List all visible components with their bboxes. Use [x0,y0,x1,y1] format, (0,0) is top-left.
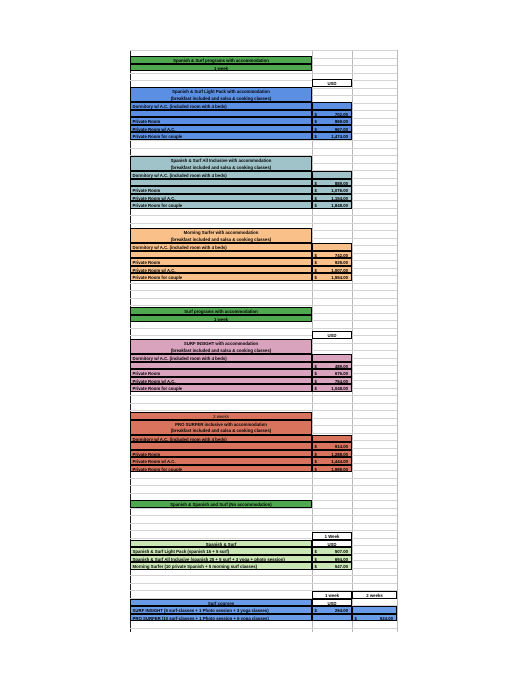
course-col1-header: 1 week [312,591,352,599]
grid-line [397,50,398,632]
light-pack-row-label [130,110,312,118]
surf-insight-row-label: Private Room [130,369,312,377]
morning-surfer-row-price [312,266,352,274]
morning-surfer-row-label: Private Room for couple [130,273,312,281]
surf-insight-row-price [312,362,352,370]
na-row-amount: 694.00 [334,556,348,562]
surf-insight-row-price [312,369,352,377]
na-row-price [312,547,352,555]
pro-surfer-row-label: Private Room w/ A.C. [130,457,312,465]
grid-line [130,223,397,224]
light-pack-row-amount: 869.00 [334,119,348,124]
pro-surfer-header [130,420,312,435]
grid-line [130,508,397,509]
all-inclusive-row-price [312,194,352,202]
all-inclusive-row-amount: 1,848.00 [331,203,348,208]
light-pack-row-price [312,117,352,125]
surf-insight-row-amount: 1,048.00 [331,386,348,391]
morning-surfer-row-label: Private Room [130,258,312,266]
light-pack-row-currency: $ [314,119,317,124]
all-inclusive-header-subtitle: (breakfast included and salsa & cooking classes) [170,164,272,170]
grid-line [130,628,397,629]
all-inclusive-row-label: Private Room [130,186,312,194]
all-inclusive-row-price [312,186,352,194]
grid-line [130,515,397,516]
pro-surfer-row-currency: $ [314,459,317,464]
subheader-spanish-surf: Spanish & Surf [130,540,312,548]
na-row-label: Morning Surfer (10 private Spanish + 5 morning surf classes) [130,562,312,570]
na-row-label: Spanish & Surf All Inclusive (spanish 25 + 5 surf + 3 yoga + photo session) [130,555,312,563]
pro-surfer-row-currency: $ [314,451,317,457]
grid-line [130,328,397,329]
all-inclusive-row-price [312,201,352,209]
morning-surfer-row-label [130,251,312,259]
spreadsheet [130,50,397,632]
na-row-currency: $ [314,549,317,554]
morning-surfer-row-amount: 1,554.00 [331,275,348,280]
surf-insight-row-price [312,354,352,362]
pro-surfer-row-label [130,442,312,450]
na-row-price [312,562,352,570]
grid-line [130,523,397,524]
section-title-spanish-surf: Spanish & Surf programs with accommodation [130,56,312,64]
currency-header: USD [312,79,352,87]
all-inclusive-row-amount: 1,154.00 [331,195,348,201]
grid-line [130,575,397,576]
light-pack-row-price [312,132,352,140]
grid-line [130,140,397,141]
course-price-2weeks [352,606,397,614]
course-price-2weeks [352,614,397,622]
all-inclusive-header-title: Spanish & Surf All Inclusive with accommodation [170,158,272,163]
all-inclusive-row-label: Private Room for couple [130,201,312,209]
light-pack-row-currency: $ [314,126,317,132]
light-pack-header-title: Spanish & Surf Light Pack with accommodation [172,89,270,94]
course-row-label: SURF INSIGHT (5 surf-classes + 1 Photo session + 3 yoga classes) [130,606,312,614]
all-inclusive-row-amount: 1,076.00 [331,188,348,193]
pro-surfer-row-currency: $ [314,444,317,449]
morning-surfer-row-label: Dormitory w/ A.C. (included room with 4 beds) [130,243,312,251]
grid-line [130,73,397,74]
morning-surfer-header-title: Morning Surfer with accommodation [183,230,259,235]
grid-line [130,305,397,306]
morning-surfer-header-subtitle: (breakfast included and salsa & cooking classes) [170,236,272,242]
pro-surfer-row-label: Dormitory w/ A.C. (included room with 4 beds) [130,435,312,443]
pro-surfer-row-price [312,465,352,473]
pro-surfer-row-amount: 1,444.00 [331,459,348,464]
course-row-label: PRO SURFER (10 surf-classes + 1 Photo session + 6 yoga classes) [130,614,312,622]
pro-surfer-header-subtitle: (breakfast included and salsa & cooking classes) [170,428,272,433]
surf-insight-row-currency: $ [314,378,317,384]
all-inclusive-row-currency: $ [314,203,317,208]
all-inclusive-row-price [312,171,352,179]
surf-insight-row-price [312,377,352,385]
surf-insight-header-subtitle: (breakfast included and salsa & cooking classes) [170,347,272,353]
na-row-currency: $ [314,564,317,569]
morning-surfer-row-amount: 1,007.00 [331,267,348,273]
grid-line [130,538,397,539]
grid-line [130,395,397,396]
light-pack-row-currency: $ [314,134,317,139]
all-inclusive-row-currency: $ [314,180,317,186]
pro-surfer-row-amount: 1,288.00 [331,451,348,457]
light-pack-row-amount: 702.00 [334,111,348,117]
na-row-currency: $ [314,556,317,562]
currency-header-na: USD [312,540,352,548]
surf-insight-row-currency: $ [314,386,317,391]
grid-line [130,335,397,336]
light-pack-row-price [312,102,352,110]
light-pack-row-label: Private Room [130,117,312,125]
course-col2-header: 2 weeks [352,591,397,599]
light-pack-row-price [312,110,352,118]
week-header: 1 Week [312,532,352,540]
morning-surfer-row-currency: $ [314,267,317,273]
light-pack-header-subtitle: (breakfast included and salsa & cooking classes) [170,95,272,101]
morning-surfer-row-amount: 742.00 [334,252,348,258]
morning-surfer-row-price [312,273,352,281]
pro-surfer-weeks: 2 weeks [130,412,312,420]
morning-surfer-row-currency: $ [314,275,317,280]
pro-surfer-row-amount: 1,988.00 [331,466,348,472]
course-price-1week [312,606,352,614]
surf-insight-row-amount: 754.00 [334,378,348,384]
surf-insight-row-label: Dormitory w/ A.C. (included room with 4 beds) [130,354,312,362]
grid-line [130,50,397,51]
light-pack-row-label: Private Room w/ A.C. [130,125,312,133]
course-amount-2: 524.00 [379,615,393,621]
section-duration-surf: 1 week [130,315,312,323]
na-row-label: Spanish & Surf Light Pack (spanish 15 + 5 surf) [130,547,312,555]
course-amount: 294.00 [334,608,348,613]
surf-insight-header-title: SURF INSIGHT with accommodation [183,341,259,346]
surf-insight-header [130,339,312,354]
currency-header-surf: USD [312,331,352,339]
pro-surfer-row-price [312,435,352,443]
pro-surfer-header-title: PRO SURFER inclusive with accommodation [175,421,267,427]
grid-line [130,493,397,494]
all-inclusive-row-label [130,179,312,187]
na-row-amount: 547.00 [334,564,348,569]
pro-surfer-row-price [312,450,352,458]
course-currency: $ [314,608,317,613]
grid-line [130,410,397,411]
light-pack-row-label: Private Room for couple [130,132,312,140]
grid-line [130,283,397,284]
pro-surfer-row-price [312,457,352,465]
light-pack-row-amount: 967.00 [334,126,348,132]
pro-surfer-row-currency: $ [314,466,317,472]
grid-line [130,148,397,149]
currency-header-courses: USD [312,599,352,607]
light-pack-row-price [312,125,352,133]
na-row-price [312,555,352,563]
pro-surfer-row-price [312,442,352,450]
na-row-amount: 507.00 [334,549,348,554]
section-title-no-accommodation: Spanish & Spanish and Surf (No accommodation) [130,500,312,508]
grid-line [130,80,397,81]
course-price-1week [312,614,352,622]
surf-insight-row-amount: 676.00 [334,371,348,376]
morning-surfer-row-price [312,243,352,251]
light-pack-row-label: Dormitory w/ A.C. (included room with 4 beds) [130,102,312,110]
pro-surfer-row-label: Private Room [130,450,312,458]
morning-surfer-row-label: Private Room w/ A.C. [130,266,312,274]
morning-surfer-row-price [312,258,352,266]
morning-surfer-row-currency: $ [314,252,317,258]
surf-insight-row-label: Private Room for couple [130,384,312,392]
course-currency-2: $ [354,615,357,621]
surf-insight-row-price [312,384,352,392]
light-pack-header [130,87,312,102]
all-inclusive-header [130,156,312,171]
section-title-surf: Surf programs with accommodation [130,307,312,315]
surf-insight-row-amount: 489.00 [334,363,348,369]
surf-insight-row-currency: $ [314,371,317,376]
all-inclusive-row-amount: 889.00 [334,180,348,186]
grid-line [130,215,397,216]
morning-surfer-row-amount: 929.00 [334,260,348,265]
grid-line [130,290,397,291]
grid-line [130,403,397,404]
section-duration: 1 week [130,64,312,72]
morning-surfer-row-price [312,251,352,259]
grid-line [130,583,397,584]
morning-surfer-header [130,228,312,243]
grid-line [130,298,397,299]
grid-line [130,478,397,479]
all-inclusive-row-currency: $ [314,195,317,201]
light-pack-row-amount: 1,474.00 [331,134,348,139]
all-inclusive-row-currency: $ [314,188,317,193]
surf-courses-title: Surf courses [130,599,312,607]
all-inclusive-row-label: Dormitory w/ A.C. (included room with 4 beds) [130,171,312,179]
pro-surfer-row-label: Private Room for couple [130,465,312,473]
surf-insight-row-label: Private Room w/ A.C. [130,377,312,385]
surf-insight-row-label [130,362,312,370]
all-inclusive-row-price [312,179,352,187]
pro-surfer-row-amount: 914.00 [334,444,348,449]
light-pack-row-currency: $ [314,111,317,117]
all-inclusive-row-label: Private Room w/ A.C. [130,194,312,202]
grid-line [130,530,397,531]
morning-surfer-row-currency: $ [314,260,317,265]
surf-insight-row-currency: $ [314,363,317,369]
grid-line [130,485,397,486]
